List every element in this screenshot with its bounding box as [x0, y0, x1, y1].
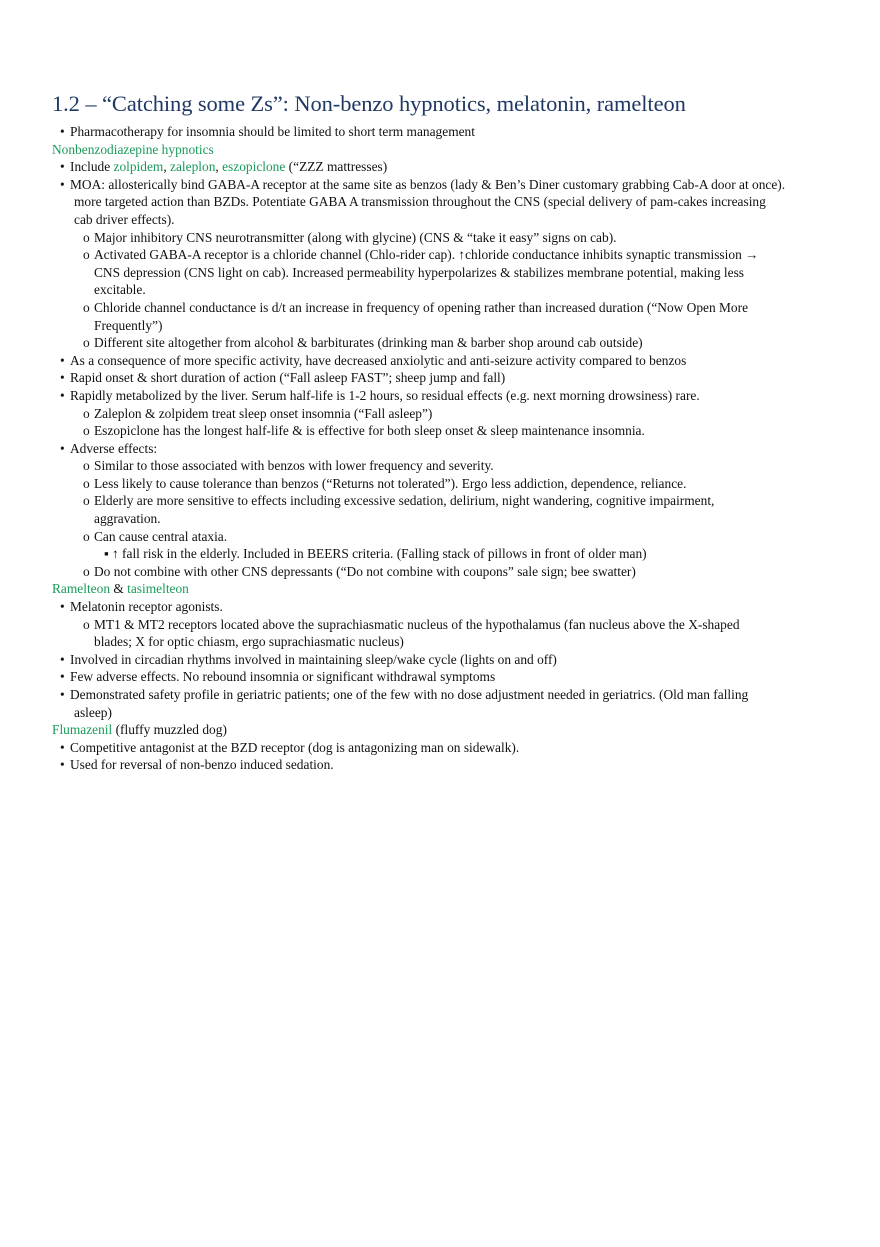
- bullet-text-cont: asleep): [74, 704, 112, 720]
- include-prefix: Include: [70, 159, 114, 175]
- list-item: [52, 158, 822, 176]
- list-item: [52, 598, 822, 616]
- section-heading-ramelteon: [52, 580, 822, 598]
- sub-marker: o: [83, 493, 90, 509]
- sub-marker: o: [83, 405, 90, 421]
- ampersand: &: [110, 581, 128, 597]
- separator: ,: [163, 159, 171, 175]
- sub-text: Major inhibitory CNS neurotransmitter (along with glycine) (CNS & “take it easy” signs on cab).: [94, 229, 617, 245]
- sub-text: MT1 & MT2 receptors located above the suprachiasmatic nucleus of the hypothalamus (fan nucleus above the X-shaped: [94, 616, 740, 632]
- bullet-marker: •: [60, 651, 65, 667]
- subsub-marker: ▪: [104, 546, 109, 562]
- sub-text: Less likely to cause tolerance than benzos (“Returns not tolerated”). Ergo less addiction, dependence, reliance.: [94, 475, 687, 491]
- sub-marker: o: [83, 299, 90, 315]
- sub-text-cont: blades; X for optic chiasm, ergo suprachiasmatic nucleus): [94, 634, 404, 650]
- moa-line-1: MOA: allosterically bind GABA-A receptor at the same site as benzos (lady & Ben’s Diner customary grabbing Cab-A door at once).: [70, 176, 786, 192]
- list-item: [52, 668, 822, 686]
- drug-zolpidem: zolpidem: [113, 159, 164, 175]
- list-item: [52, 405, 822, 423]
- sub-text: Different site altogether from alcohol & barbiturates (drinking man & barber shop around cab outside): [94, 335, 643, 351]
- bullet-text: Adverse effects:: [70, 440, 158, 456]
- bullet-marker: •: [60, 159, 65, 175]
- drug-zaleplon: zaleplon: [170, 159, 216, 175]
- list-item: [52, 352, 822, 370]
- bullet-marker: •: [60, 687, 65, 702]
- sub-marker: o: [83, 423, 90, 439]
- sub-text: Can cause central ataxia.: [94, 528, 228, 544]
- list-item: [52, 756, 822, 774]
- bullet-marker: •: [60, 440, 65, 456]
- bullet-marker: •: [60, 599, 65, 615]
- bullet-marker: •: [60, 387, 65, 403]
- moa-line-2: more targeted action than BZDs. Potentiate GABA A transmission throughout the CNS (special delivery of pam-cakes increasing: [74, 194, 766, 210]
- bullet-text: Rapid onset & short duration of action (“Fall asleep FAST”; sheep jump and fall): [70, 370, 506, 386]
- sub-marker: o: [83, 335, 90, 351]
- subsub-text: ↑ fall risk in the elderly. Included in BEERS criteria. (Falling stack of pillows in front of older man): [112, 546, 647, 562]
- bullet-text: Used for reversal of non-benzo induced sedation.: [70, 757, 334, 773]
- list-item: [52, 686, 822, 704]
- bullet-text: Demonstrated safety profile in geriatric patients; one of the few with no dose adjustment needed in geriatrics. (Old man falling: [70, 687, 749, 702]
- heading-note: (fluffy muzzled dog): [112, 722, 227, 738]
- list-item: [52, 299, 822, 317]
- drug-tasimelteon: tasimelteon: [127, 581, 189, 597]
- document-page: [52, 90, 822, 774]
- sub-marker: o: [83, 229, 90, 245]
- sub-marker: o: [83, 458, 90, 474]
- bullet-marker: •: [60, 669, 65, 685]
- bullet-marker: •: [60, 370, 65, 386]
- list-item: [52, 334, 822, 352]
- drug-ramelteon: Ramelteon: [52, 581, 111, 597]
- page-title: 1.2 – “Catching some Zs”: Non-benzo hypnotics, melatonin, ramelteon: [52, 91, 686, 116]
- bullet-text: Involved in circadian rhythms involved in maintaining sleep/wake cycle (lights on and off): [70, 651, 557, 667]
- bullet-text: As a consequence of more specific activity, have decreased anxiolytic and anti-seizure activity compared to benzos: [70, 352, 687, 368]
- bullet-marker: •: [60, 124, 65, 139]
- list-item: [52, 528, 822, 546]
- intro-bullet: [52, 123, 822, 141]
- list-item: [52, 369, 822, 387]
- sub-marker: o: [83, 563, 90, 579]
- list-item: [52, 422, 822, 440]
- separator: ,: [215, 159, 223, 175]
- bullet-text: Few adverse effects. No rebound insomnia or significant withdrawal symptoms: [70, 669, 496, 685]
- list-item: [52, 387, 822, 405]
- bullet-marker: •: [60, 757, 65, 773]
- sub-text: Elderly are more sensitive to effects including excessive sedation, delirium, night wandering, cognitive impairment,: [94, 493, 715, 509]
- list-item: [52, 545, 822, 563]
- sub-text-cont: CNS depression (CNS light on cab). Increased permeability hyperpolarizes & stabilizes membrane potential, making less: [94, 264, 745, 280]
- bullet-text: Melatonin receptor agonists.: [70, 599, 223, 615]
- sub-text-cont: aggravation.: [94, 511, 161, 527]
- sub-text: Eszopiclone has the longest half-life & is effective for both sleep onset & sleep maintenance insomnia.: [94, 423, 645, 439]
- sub-text: Activated GABA-A receptor is a chloride channel (Chlo-rider cap). ↑chloride conductance inhibits synaptic transmission →: [94, 247, 759, 263]
- list-item: [52, 563, 822, 581]
- sub-marker: o: [83, 247, 90, 263]
- list-item: [52, 739, 822, 757]
- bullet-marker: •: [60, 739, 65, 755]
- sub-marker: o: [83, 616, 90, 632]
- list-item: [52, 492, 822, 510]
- sub-text-cont: Frequently”): [94, 317, 163, 333]
- sub-marker: o: [83, 475, 90, 491]
- list-item: [52, 440, 822, 458]
- list-item: [52, 246, 822, 264]
- list-item: [52, 651, 822, 669]
- section-heading-nonbenzo: Nonbenzodiazepine hypnotics: [52, 141, 214, 157]
- sub-text: Zaleplon & zolpidem treat sleep onset insomnia (“Fall asleep”): [94, 405, 433, 421]
- list-item: [52, 176, 822, 194]
- sub-text: Chloride channel conductance is d/t an increase in frequency of opening rather than increased duration (“Now Open More: [94, 299, 749, 315]
- sub-marker: o: [83, 528, 90, 544]
- sub-text-cont: excitable.: [94, 282, 146, 298]
- bullet-marker: •: [60, 176, 65, 192]
- moa-line-3: cab driver effects).: [74, 211, 175, 227]
- list-item: [52, 616, 822, 634]
- drug-eszopiclone: eszopiclone: [222, 159, 286, 175]
- intro-text: Pharmacotherapy for insomnia should be limited to short term management: [70, 124, 475, 139]
- bullet-marker: •: [60, 352, 65, 368]
- include-suffix: (“ZZZ mattresses): [285, 159, 388, 175]
- list-item: [52, 475, 822, 493]
- drug-flumazenil: Flumazenil: [52, 722, 113, 738]
- section-heading-flumazenil: [52, 721, 822, 739]
- list-item: [52, 229, 822, 247]
- list-item: [52, 457, 822, 475]
- bullet-text: Competitive antagonist at the BZD receptor (dog is antagonizing man on sidewalk).: [70, 739, 520, 755]
- sub-text: Do not combine with other CNS depressants (“Do not combine with coupons” sale sign; bee swatter): [94, 563, 636, 579]
- sub-text: Similar to those associated with benzos with lower frequency and severity.: [94, 458, 494, 474]
- bullet-text: Rapidly metabolized by the liver. Serum half-life is 1-2 hours, so residual effects (e.g. next morning drowsiness) rare.: [70, 387, 700, 403]
